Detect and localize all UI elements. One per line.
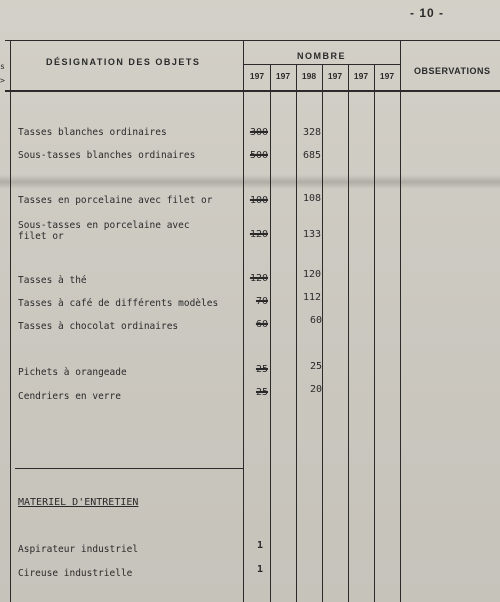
old-count: 120	[249, 229, 268, 240]
old-count: 70	[255, 296, 268, 307]
section-divider	[15, 468, 243, 469]
column-divider	[348, 64, 349, 602]
item-label: Cireuse industrielle	[18, 568, 133, 579]
scan-shadow	[0, 175, 500, 189]
new-count: 112	[302, 292, 322, 303]
new-count: 25	[309, 361, 323, 372]
column-divider	[322, 64, 323, 602]
observations-header: OBSERVATIONS	[414, 66, 491, 76]
table-top-border	[5, 40, 500, 41]
item-label: Pichets à orangeade	[18, 367, 127, 378]
new-count: 328	[302, 127, 322, 138]
year-header: 198	[301, 71, 317, 81]
section-title: MATERIEL D'ENTRETIEN	[18, 497, 139, 508]
new-count: 133	[302, 229, 322, 240]
year-header: 197	[327, 71, 343, 81]
item-label: Tasses à chocolat ordinaires	[18, 321, 179, 332]
page-number: - 10 -	[410, 6, 445, 20]
column-divider	[270, 64, 271, 602]
year-header: 197	[379, 71, 395, 81]
quantity: 1	[256, 564, 264, 575]
nombre-header: NOMBRE	[297, 51, 346, 61]
margin-mark: >	[0, 76, 5, 85]
quantity: 1	[256, 540, 264, 551]
old-count: 60	[255, 319, 268, 330]
column-divider	[400, 40, 401, 602]
new-count: 20	[309, 384, 323, 395]
column-divider	[374, 64, 375, 602]
table-left-border	[10, 40, 11, 602]
column-divider	[296, 64, 297, 602]
year-header: 197	[275, 71, 291, 81]
item-label: Tasses en porcelaine avec filet or	[18, 195, 213, 206]
new-count: 685	[302, 150, 322, 161]
new-count: 60	[309, 315, 323, 326]
new-count: 108	[302, 193, 322, 204]
item-label: Tasses à thé	[18, 275, 87, 286]
item-label: Sous-tasses blanches ordinaires	[18, 150, 196, 161]
item-label: Sous-tasses en porcelaine avec filet or	[18, 220, 190, 242]
new-count: 120	[302, 269, 322, 280]
old-count: 500	[249, 150, 268, 161]
old-count: 120	[249, 273, 268, 284]
item-label: Tasses à café de différents modèles	[18, 298, 219, 309]
header-bottom-border	[5, 90, 500, 92]
old-count: 300	[249, 127, 268, 138]
item-label: Cendriers en verre	[18, 391, 121, 402]
old-count: 25	[255, 364, 268, 375]
old-count: 100	[249, 195, 268, 206]
item-label: Aspirateur industriel	[18, 544, 139, 555]
year-header: 197	[353, 71, 369, 81]
old-count: 25	[255, 387, 268, 398]
item-label: Tasses blanches ordinaires	[18, 127, 167, 138]
year-header: 197	[249, 71, 265, 81]
margin-mark: s	[0, 62, 5, 71]
designation-header: DÉSIGNATION DES OBJETS	[46, 57, 201, 67]
